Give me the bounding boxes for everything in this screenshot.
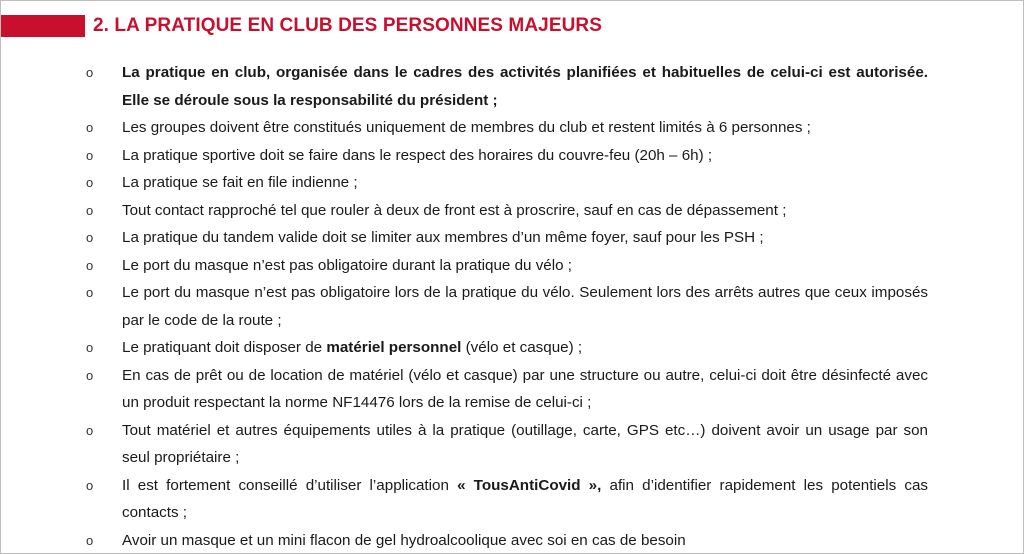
list-item — [1, 252, 928, 280]
bullet-circle-icon: o — [86, 175, 94, 190]
bullet-circle-icon: o — [86, 477, 94, 493]
bullet-circle-icon: o — [86, 230, 94, 245]
bullet-circle-icon: o — [86, 422, 94, 438]
bullet-circle-icon: o — [86, 285, 94, 300]
item-text-before: Il est fortement conseillé d’utiliser l’application — [122, 476, 458, 494]
list-item — [1, 417, 928, 472]
item-text-bold: La pratique en club, organisée dans le cadres des activités planifiées et habituelles de celui-ci est autorisée. Elle se déroule sous la responsabilité du président ; — [122, 64, 928, 109]
item-text: La pratique sportive doit se faire dans le respect des horaires du couvre-feu (20h – 6h) ; — [122, 146, 713, 164]
list-item — [1, 527, 928, 554]
list-item — [1, 169, 928, 197]
rules-list — [1, 59, 1024, 554]
bullet-circle-icon: o — [86, 367, 94, 383]
heading-accent-bar — [1, 15, 85, 37]
list-item — [1, 472, 928, 527]
item-text-after: afin d’identifier rapidement les potentiels cas contacts ; — [122, 476, 929, 521]
list-item — [1, 279, 928, 334]
item-text: Tout matériel et autres équipements utiles à la pratique (outillage, carte, GPS etc…) doivent avoir un usage par son seul propriétaire ; — [122, 421, 928, 466]
bullet-circle-icon: o — [86, 532, 94, 548]
bullet-circle-icon: o — [86, 340, 94, 355]
bullet-circle-icon: o — [86, 65, 94, 80]
bullet-circle-icon: o — [86, 147, 94, 163]
section-heading — [1, 13, 602, 39]
section-title: 2. LA PRATIQUE EN CLUB DES PERSONNES MAJEURS — [93, 15, 603, 36]
item-text: Les groupes doivent être constitués uniquement de membres du club et restent limités à 6 personnes ; — [122, 119, 811, 136]
list-item — [1, 142, 928, 170]
list-item — [1, 362, 928, 417]
item-text-bold: « TousAntiCovid », — [457, 476, 602, 494]
item-text: Le port du masque n’est pas obligatoire lors de la pratique du vélo. Seulement lors des arrêts autres que ceux imposés par le code de la route ; — [122, 284, 928, 329]
item-text: Le port du masque n’est pas obligatoire durant la pratique du vélo ; — [122, 256, 573, 274]
item-text-after: (vélo et casque) ; — [461, 339, 583, 356]
bullet-circle-icon: o — [86, 257, 94, 273]
item-text: La pratique se fait en file indienne ; — [122, 174, 358, 191]
item-text: Tout contact rapproché tel que rouler à deux de front est à proscrire, sauf en cas de dépassement ; — [122, 201, 787, 219]
list-item — [1, 224, 928, 252]
item-text: La pratique du tandem valide doit se limiter aux membres d’un même foyer, sauf pour les PSH ; — [122, 229, 764, 246]
item-text-bold: matériel personnel — [326, 339, 462, 356]
list-item — [1, 334, 928, 362]
item-text: Avoir un masque et un mini flacon de gel hydroalcoolique avec soi en cas de besoin — [122, 531, 686, 549]
item-text-before: Le pratiquant doit disposer de — [122, 339, 327, 356]
bullet-circle-icon: o — [86, 202, 94, 218]
item-text: En cas de prêt ou de location de matériel (vélo et casque) par une structure ou autre, celui-ci doit être désinfecté avec un produit respectant la norme NF14476 lors de la remise de celui-ci ; — [122, 366, 928, 411]
list-item — [1, 59, 928, 114]
list-item — [1, 197, 928, 225]
bullet-circle-icon: o — [86, 120, 94, 135]
list-item — [1, 114, 928, 142]
